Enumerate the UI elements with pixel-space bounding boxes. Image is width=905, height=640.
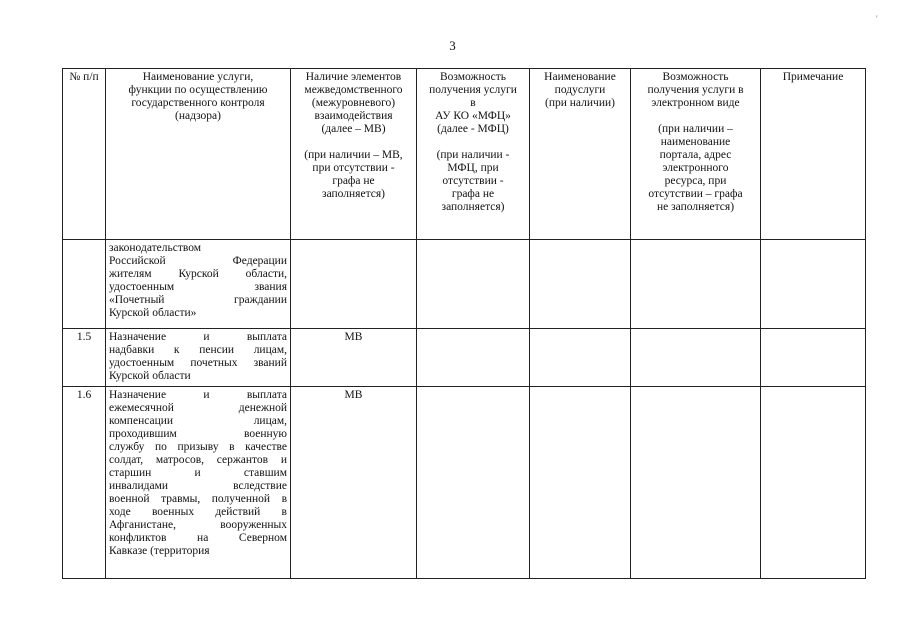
- header-text-line: функции по осуществлению: [128, 84, 268, 96]
- table-row: [63, 329, 866, 387]
- header-cell-mfc: [417, 69, 530, 240]
- header-text-line: отсутствии – графа: [648, 188, 743, 200]
- note-cell: [761, 387, 866, 579]
- service-name-line: службу по призыву в качестве: [109, 441, 287, 453]
- subservice-cell: [530, 240, 631, 329]
- service-name-line: военной травмы, полученной в: [109, 493, 287, 505]
- table-row: [63, 240, 866, 329]
- header-text-line: Наименование: [544, 71, 616, 83]
- header-text-line: электронного: [662, 162, 729, 174]
- service-name-line: старшин и ставшим: [109, 467, 287, 479]
- service-name-line: Курской области»: [109, 307, 197, 319]
- service-name-line: ежемесячной денежной: [109, 402, 287, 414]
- header-text-line: отсутствии -: [442, 175, 504, 187]
- electronic-cell: [631, 240, 761, 329]
- header-cell-subservice: [530, 69, 631, 240]
- header-text-line: (при наличии): [545, 97, 615, 109]
- service-name-line: Назначение и выплата: [109, 331, 287, 343]
- header-cell-note: [761, 69, 866, 240]
- header-text-line: (надзора): [175, 110, 221, 122]
- header-text-line: Наименование услуги,: [142, 71, 254, 83]
- header-text-line: межведомственного: [304, 84, 403, 96]
- header-text-line: [420, 136, 526, 149]
- header-text-line: взаимодействия: [314, 110, 393, 122]
- service-name-line: законодательством: [109, 242, 202, 254]
- service-name-line: «Почетный граждании: [109, 294, 287, 306]
- service-name-line: Российской Федерации: [109, 255, 287, 267]
- header-cell-number: [63, 69, 106, 240]
- header-text-line: Возможность: [439, 71, 507, 83]
- header-text-line: при отсутствии -: [312, 162, 395, 174]
- header-text-line: графа не: [332, 175, 375, 187]
- interaction-cell: МВ: [291, 387, 417, 579]
- header-text-line: графа не: [451, 188, 495, 200]
- header-text-line: Примечание: [782, 71, 844, 83]
- note-cell: [761, 329, 866, 387]
- service-name-line: солдат, матросов, сержантов и: [109, 454, 287, 466]
- service-name-line: ходе военных действий в: [109, 506, 287, 518]
- mfc-cell: [417, 240, 530, 329]
- interaction-cell: МВ: [291, 329, 417, 387]
- header-text-line: [634, 110, 757, 123]
- header-text-line: заполняется): [441, 201, 505, 213]
- mfc-cell: [417, 387, 530, 579]
- header-text-line: получения услуги в: [647, 84, 744, 96]
- interaction-cell: [291, 240, 417, 329]
- service-name-cell: [106, 329, 291, 387]
- header-text-line: Наличие элементов: [305, 71, 402, 83]
- subservice-cell: [530, 387, 631, 579]
- subservice-cell: [530, 329, 631, 387]
- service-name-line: удостоенным почетных званий: [109, 357, 287, 369]
- header-text-line: получения услуги: [429, 84, 517, 96]
- header-text-line: (далее - МФЦ): [437, 123, 509, 135]
- header-text-line: в: [470, 97, 476, 109]
- services-table: [62, 68, 866, 579]
- header-text-line: АУ КО «МФЦ»: [435, 110, 511, 122]
- header-text-line: № п/п: [69, 71, 99, 83]
- page-number: 3: [449, 38, 456, 53]
- service-name-line: Афганистане, вооруженных: [109, 519, 287, 531]
- service-name-line: инвалидами вследствие: [109, 480, 287, 492]
- electronic-cell: [631, 329, 761, 387]
- header-text-line: (при наличии -: [436, 149, 510, 161]
- electronic-cell: [631, 387, 761, 579]
- service-name-line: проходившим военную: [109, 428, 287, 440]
- table-row: [63, 387, 866, 579]
- service-name-line: Кавказе (территория: [109, 545, 210, 557]
- header-text-line: (далее – МВ): [321, 123, 386, 135]
- mfc-cell: [417, 329, 530, 387]
- service-name-line: удостоенным звания: [109, 281, 287, 293]
- header-text-line: портала, адрес: [659, 149, 732, 161]
- header-text-line: государственного контроля: [131, 97, 265, 109]
- header-text-line: (межуровневого): [311, 97, 396, 109]
- header-cell-service-name: [106, 69, 291, 240]
- header-text-line: Возможность: [662, 71, 729, 83]
- header-text-line: заполняется): [322, 188, 385, 200]
- header-cell-electronic: [631, 69, 761, 240]
- header-text-line: не заполняется): [656, 201, 735, 213]
- row-number-cell: 1.6: [63, 387, 106, 579]
- header-text-line: (при наличии –: [658, 123, 733, 135]
- service-name-line: Назначение и выплата: [109, 389, 287, 401]
- header-cell-interaction: [291, 69, 417, 240]
- header-text-line: [294, 136, 413, 149]
- note-cell: [761, 240, 866, 329]
- header-text-line: наименование: [660, 136, 731, 148]
- row-number-cell: 1.5: [63, 329, 106, 387]
- header-text-line: подуслуги: [554, 84, 606, 96]
- service-name-cell: [106, 387, 291, 579]
- header-text-line: электронном виде: [651, 97, 740, 109]
- scan-corner-mark: ': [876, 14, 878, 24]
- service-name-cell: [106, 240, 291, 329]
- service-name-line: Курской области: [109, 370, 191, 382]
- service-name-line: конфликтов на Северном: [109, 532, 287, 544]
- service-name-line: надбавки к пенсии лицам,: [109, 344, 287, 356]
- header-text-line: МФЦ, при: [447, 162, 499, 174]
- header-text-line: (при наличии – МВ,: [304, 149, 403, 161]
- service-name-line: компенсации лицам,: [109, 415, 287, 427]
- header-text-line: ресурса, при: [664, 175, 727, 187]
- service-name-line: жителям Курской области,: [109, 268, 287, 280]
- table-header-row: [63, 69, 866, 240]
- row-number-cell: [63, 240, 106, 329]
